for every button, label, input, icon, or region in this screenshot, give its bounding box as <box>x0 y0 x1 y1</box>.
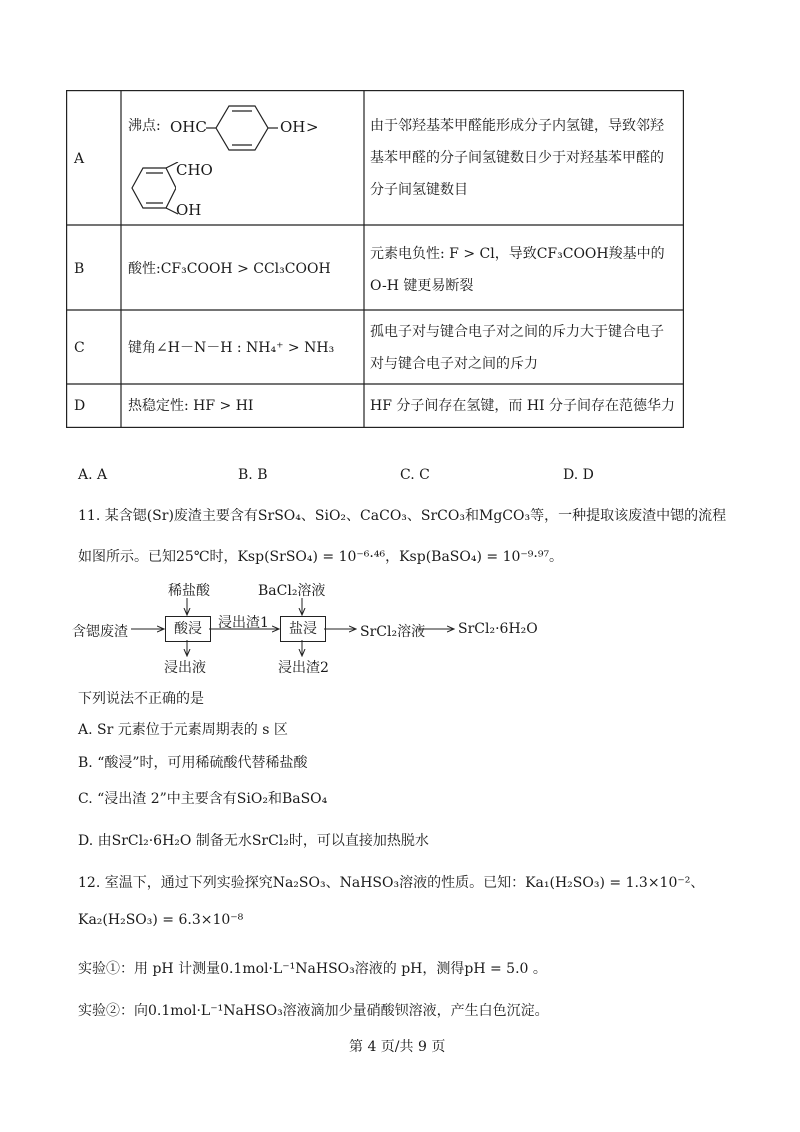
q12-stem-line1: 12. 室温下，通过下列实验探究Na₂SO₃、NaHSO₃溶液的性质。已知：Ka₁(H₂SO₃) = 1.3×10⁻²、 <box>78 875 705 891</box>
row-a-explain-3: 分子间氢键数目 <box>370 182 468 198</box>
row-a-gt: > <box>306 118 319 136</box>
flow-out2: 浸出渣2 <box>278 660 329 676</box>
page-footer: 第 4 页/共 9 页 <box>349 1039 446 1055</box>
row-b-explain-2: O-H 键更易断裂 <box>370 278 474 294</box>
flow-mid: 浸出渣1 <box>218 615 269 631</box>
row-b-fact: 酸性:CF₃COOH > CCl₃COOH <box>128 261 331 277</box>
row-d-fact: 热稳定性: HF > HI <box>128 398 254 414</box>
row-d-label: D <box>74 398 86 414</box>
row-a-lower-bottom: OH <box>176 201 202 219</box>
q11-option-a: A. Sr 元素位于元素周期表的 s 区 <box>78 722 288 738</box>
q12-stem-line2: Ka₂(H₂SO₃) = 6.3×10⁻⁸ <box>78 912 244 928</box>
q11-option-c: C. “浸出渣 2”中主要含有SiO₂和BaSO₄ <box>78 791 328 807</box>
row-a-explain-1: 由于邻羟基苯甲醛能形成分子内氢键，导致邻羟 <box>370 118 664 134</box>
row-a-group-right: OH <box>280 118 306 136</box>
row-a-lower-top: CHO <box>176 161 213 179</box>
q11-option-d: D. 由SrCl₂·6H₂O 制备无水SrCl₂时，可以直接加热脱水 <box>78 833 429 849</box>
q11-stem-line2: 如图所示。已知25℃时，Ksp(SrSO₄) = 10⁻⁶·⁴⁶，Ksp(BaSO₄) = 10⁻⁹·⁹⁷。 <box>78 549 564 565</box>
choice-a: A. A <box>78 467 108 483</box>
flow-out1: 浸出液 <box>164 660 206 676</box>
q11-ask: 下列说法不正确的是 <box>78 691 204 707</box>
flow-reagent1: 稀盐酸 <box>168 583 210 599</box>
row-c-fact: 键角∠H－N－H : NH₄⁺ > NH₃ <box>128 340 335 356</box>
q12-experiment-1: 实验①：用 pH 计测量0.1mol·L⁻¹NaHSO₃溶液的 pH，测得pH = 5.0 。 <box>78 961 547 977</box>
row-c-label: C <box>74 340 85 356</box>
q12-experiment-2: 实验②：向0.1mol·L⁻¹NaHSO₃溶液滴加少量硝酸钡溶液，产生白色沉淀。 <box>78 1003 549 1019</box>
flow-input: 含锶废渣 <box>72 624 128 640</box>
row-a-fact-prefix: 沸点: <box>128 118 161 134</box>
row-c-explain-2: 对与键合电子对之间的斥力 <box>370 356 538 372</box>
choice-d: D. D <box>563 467 594 483</box>
row-c-explain-1: 孤电子对与键合电子对之间的斥力大于键合电子 <box>370 324 664 340</box>
flow-step2-box: 盐浸 <box>280 616 326 642</box>
q11-stem-line1: 11. 某含锶(Sr)废渣主要含有SrSO₄、SiO₂、CaCO₃、SrCO₃和MgCO₃等，一种提取该废渣中锶的流程 <box>78 508 727 524</box>
choice-c: C. C <box>400 467 430 483</box>
row-d-explain-1: HF 分子间存在氢键，而 HI 分子间存在范德华力 <box>370 398 676 414</box>
q11-option-b: B. “酸浸”时，可用稀硫酸代替稀盐酸 <box>78 755 308 771</box>
row-a-explain-2: 基苯甲醛的分子间氢键数日少于对羟基苯甲醛的 <box>370 150 664 166</box>
row-b-explain-1: 元素电负性: F > Cl，导致CF₃COOH羧基中的 <box>370 246 665 262</box>
flow-step1-box: 酸浸 <box>165 616 211 642</box>
flow-product1: SrCl₂溶液 <box>360 624 426 640</box>
row-a-group-left: OHC <box>170 118 207 136</box>
row-a-label: A <box>74 151 85 167</box>
row-b-label: B <box>74 261 85 277</box>
flow-reagent2: BaCl₂溶液 <box>258 583 326 599</box>
flow-product2: SrCl₂·6H₂O <box>458 621 538 637</box>
choice-b: B. B <box>238 467 268 483</box>
